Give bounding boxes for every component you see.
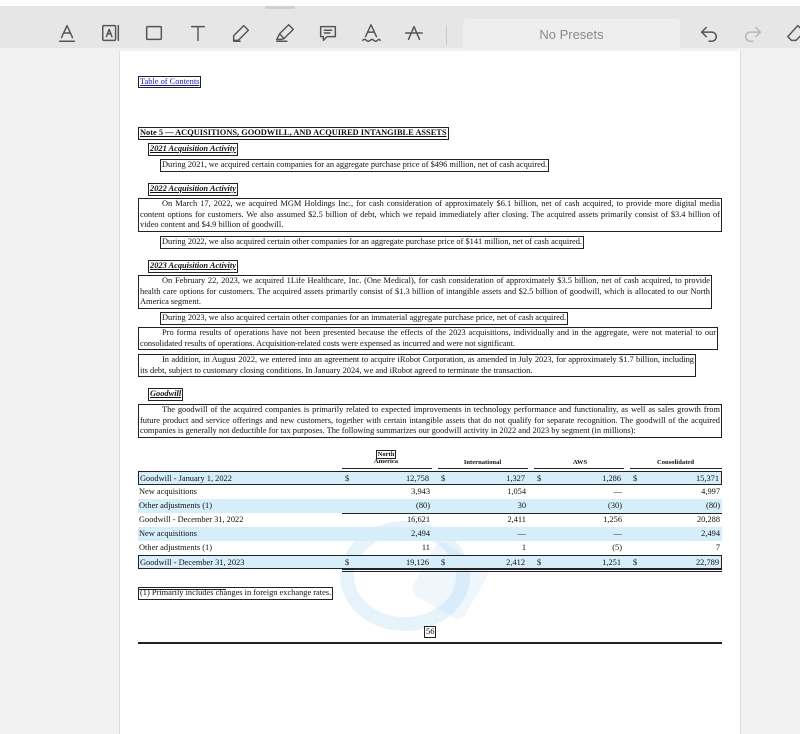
- comment-tool[interactable]: [313, 18, 343, 48]
- squiggly-underline-icon: [360, 22, 382, 44]
- squiggly-tool[interactable]: [356, 18, 386, 48]
- redo-icon: [742, 22, 764, 44]
- currency-symbol: $: [441, 558, 446, 567]
- toolbar-drag-handle[interactable]: [265, 6, 295, 9]
- presets-label: No Presets: [539, 27, 604, 42]
- cell-value: 16,621: [406, 515, 430, 524]
- paragraph-2022-mgm: On March 17, 2022, we acquired MGM Holdings Inc., for cash consideration of approximately $6.1 billion, net of cash acquired, to provide more digital media content options for customers. We also assumed $2.5 billion of debt, which we repaid immediately after closing. The acquired assets primarily consist of $3.4 billion of video content and $4.9 billion of goodwill.: [138, 198, 722, 232]
- cell-value: 1,251: [602, 558, 621, 567]
- paragraph-2022-other: During 2022, we also acquired certain other companies for an aggregate purchase price of $141 million, net of cash acquired.: [160, 236, 584, 249]
- table-of-contents-link[interactable]: Table of Contents: [140, 77, 200, 86]
- cell-value: 2,412: [506, 558, 525, 567]
- table-row: [138, 499, 722, 513]
- paragraph-2023-one-medical: On February 22, 2023, we acquired 1Life Healthcare, Inc. (One Medical), for cash consideration of approximately $3.5 billion, net of cash acquired, to provide health care options for customers. The acquired assets primarily consist of $1.3 billion of intangible assets and $2.5 billion of goodwill, which is allocated to our North America segment.: [138, 275, 712, 309]
- header-rule-intl: [438, 468, 528, 469]
- header-rule-consolidated: [630, 468, 722, 469]
- strikeout-tool[interactable]: [399, 18, 429, 48]
- toolbar-divider: [446, 25, 447, 45]
- currency-symbol: $: [633, 474, 638, 483]
- cell-value: (30): [608, 501, 622, 510]
- text-underline-tool[interactable]: [52, 18, 82, 48]
- currency-symbol: $: [441, 474, 446, 483]
- cell-value: 12,758: [405, 474, 429, 483]
- col-aws: AWS: [572, 459, 588, 466]
- row-label: Other adjustments (1): [139, 501, 213, 510]
- text-underline-icon: [56, 22, 78, 44]
- row-label: New acquisitions: [139, 529, 197, 538]
- table-row: [138, 471, 722, 485]
- eraser-icon: [785, 22, 800, 44]
- text-tool[interactable]: [183, 18, 213, 48]
- row-label: Goodwill - December 31, 2023: [140, 558, 245, 567]
- cell-value: (80): [416, 501, 430, 510]
- cell-value: 2,411: [507, 515, 526, 524]
- paragraph-2023-other: During 2023, we also acquired certain other companies for an immaterial aggregate purchase price, net of cash acquired.: [160, 312, 568, 325]
- highlighter-icon: [274, 22, 296, 44]
- row-label: Goodwill - December 31, 2022: [139, 515, 244, 524]
- strikeout-icon: [403, 22, 425, 44]
- cell-value: 2,494: [411, 529, 430, 538]
- col-north-america-line2: America: [373, 458, 399, 465]
- table-row: [138, 513, 722, 527]
- col-international: International: [463, 459, 502, 466]
- text-box-tool[interactable]: [96, 18, 126, 48]
- footnote: (1) Primarily includes changes in foreign exchange rates.: [138, 587, 333, 600]
- table-row: [138, 527, 722, 541]
- cell-value: (80): [706, 501, 720, 510]
- eraser-tool[interactable]: [781, 18, 800, 48]
- currency-symbol: $: [537, 474, 542, 483]
- pen-tool[interactable]: [226, 18, 256, 48]
- cell-value: 1: [521, 543, 526, 552]
- cell-value: 2,494: [701, 529, 720, 538]
- row-label: Other adjustments (1): [139, 543, 213, 552]
- col-north-america-line1: North: [377, 451, 395, 458]
- note-heading: Note 5 — ACQUISITIONS, GOODWILL, AND ACQUIRED INTANGIBLE ASSETS: [138, 127, 449, 140]
- cell-value: 22,789: [695, 558, 719, 567]
- text-t-icon: [187, 22, 209, 44]
- row-label: Goodwill - January 1, 2022: [140, 474, 232, 483]
- annotation-toolbar: [0, 0, 800, 48]
- col-north-america: [360, 451, 412, 465]
- highlighter-tool[interactable]: [270, 18, 300, 48]
- row-label: New acquisitions: [139, 487, 197, 496]
- text-box-icon: [100, 22, 122, 44]
- cell-value: 7: [715, 543, 720, 552]
- cell-value: 15,371: [695, 474, 719, 483]
- redo-button[interactable]: [738, 18, 768, 48]
- cell-value: (5): [612, 543, 622, 552]
- cell-value: 1,327: [506, 474, 525, 483]
- table-rule: [342, 569, 722, 570]
- cell-value: 3,943: [411, 487, 430, 496]
- page-number: 56: [426, 627, 435, 636]
- cell-value: 1,286: [602, 474, 621, 483]
- paragraph-2021: During 2021, we acquired certain companies for an aggregate purchase price of $496 million, net of cash acquired.: [160, 159, 549, 172]
- cell-value: 20,288: [696, 515, 720, 524]
- table-row: [138, 485, 722, 499]
- header-rule-aws: [534, 468, 624, 469]
- col-consolidated: Consolidated: [656, 459, 694, 466]
- header-rule-na: [342, 468, 432, 469]
- heading-2022-acquisitions: 2022 Acquisition Activity: [148, 183, 238, 196]
- paragraph-2023-irobot: In addition, in August 2022, we entered into an agreement to acquire iRobot Corporation, as amended in July 2023, for approximately $1.7 billion, including its debt, subject to customary closing conditions. In January 2024, we and iRobot agreed to terminate the transaction.: [138, 354, 696, 377]
- rectangle-icon: [143, 22, 165, 44]
- table-row: [138, 541, 722, 555]
- cell-value: —: [613, 487, 622, 496]
- cell-value: 4,997: [701, 487, 720, 496]
- comment-icon: [317, 22, 339, 44]
- page-bottom-rule: [138, 642, 722, 644]
- cell-value: 30: [517, 501, 526, 510]
- cell-value: 11: [421, 543, 430, 552]
- pen-icon: [230, 22, 252, 44]
- rectangle-tool[interactable]: [139, 18, 169, 48]
- cell-value: 19,126: [405, 558, 429, 567]
- presets-dropdown[interactable]: [463, 19, 680, 50]
- cell-value: —: [613, 529, 622, 538]
- heading-2021-acquisitions: 2021 Acquisition Activity: [148, 143, 238, 156]
- currency-symbol: $: [537, 558, 542, 567]
- heading-goodwill: Goodwill: [148, 388, 183, 401]
- document-page: [119, 51, 741, 734]
- cell-value: 1,054: [507, 487, 526, 496]
- cell-value: 1,256: [603, 515, 622, 524]
- undo-button[interactable]: [694, 18, 724, 48]
- heading-2023-acquisitions: 2023 Acquisition Activity: [148, 260, 238, 273]
- currency-symbol: $: [345, 474, 350, 483]
- table-row: [138, 555, 722, 569]
- undo-icon: [698, 22, 720, 44]
- paragraph-2023-pro-forma: Pro forma results of operations have not been presented because the effects of the 2023 acquisitions, individually and in the aggregate, were not material to our consolidated results of operations. Acquisition-related costs were expensed as incurred and were not significant.: [138, 327, 718, 350]
- currency-symbol: $: [345, 558, 350, 567]
- table-double-rule: [342, 571, 722, 572]
- paragraph-goodwill: The goodwill of the acquired companies is primarily related to expected improvements in technology performance and functionality, as well as sales growth from future product and service offerings and new customers, together with certain intangible assets that do not qualify for separate recognition. The goodwill of the acquired companies is generally not deductible for tax purposes. The following summarizes our goodwill activity in 2022 and 2023 by segment (in millions):: [138, 404, 722, 438]
- cell-value: —: [517, 529, 526, 538]
- currency-symbol: $: [633, 558, 638, 567]
